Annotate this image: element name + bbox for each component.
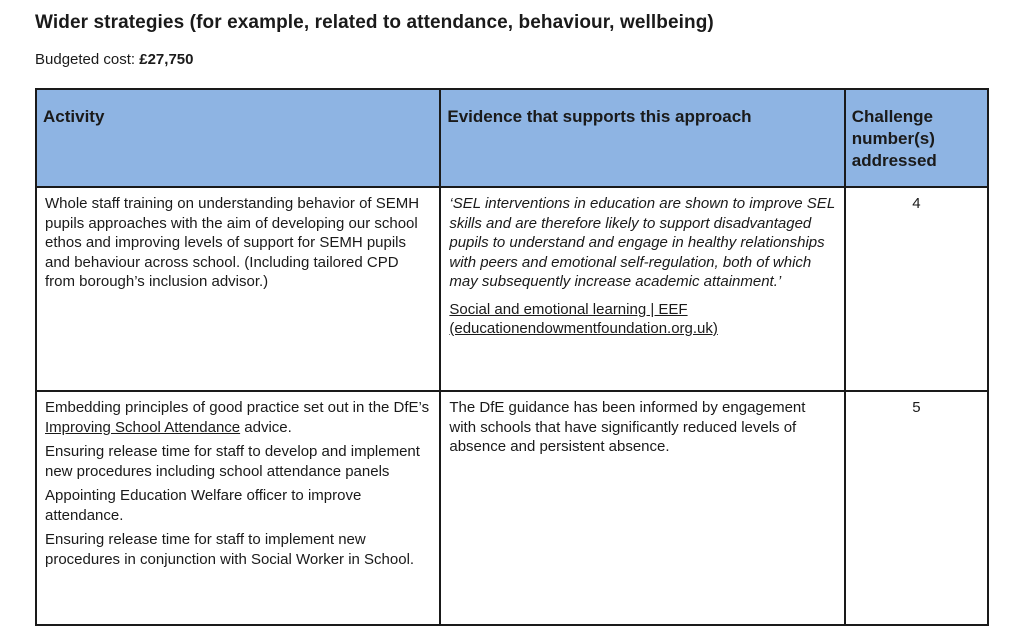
header-challenge: Challenge number(s) addressed bbox=[845, 89, 988, 187]
budget-label: Budgeted cost: bbox=[35, 51, 140, 68]
evidence-quote: ‘SEL interventions in education are shown to improve SEL skills and are therefore likely to support disadvantaged pupils to understand and engage in healthy relationships with peers and emotional self-regulation, both of which may subsequently increase academic attainment.’ bbox=[449, 195, 835, 290]
header-activity: Activity bbox=[36, 89, 440, 187]
section-heading: Wider strategies (for example, related to attendance, behaviour, wellbeing) bbox=[35, 12, 714, 33]
activity-text-pre: Embedding principles of good practice set out in the DfE’s bbox=[45, 399, 430, 416]
strategies-table bbox=[35, 88, 989, 626]
eef-link[interactable]: Social and emotional learning | EEF (educationendowmentfoundation.org.uk) bbox=[449, 300, 718, 337]
activity-text: Whole staff training on understanding behavior of SEMH pupils approaches with the aim of developing our school ethos and improving levels of support for SEMH pupils and behaviour across school. (Including tailored CPD from borough’s inclusion advisor.) bbox=[45, 195, 420, 290]
budget-value: £27,750 bbox=[139, 51, 194, 68]
evidence-cell bbox=[440, 391, 844, 625]
activity-text-post: advice. bbox=[240, 418, 292, 436]
table-row bbox=[36, 391, 988, 625]
activity-paragraph: Ensuring release time for staff to implement new procedures in conjunction with Social Worker in School. bbox=[45, 531, 415, 568]
table-row bbox=[36, 187, 988, 391]
budgeted-cost bbox=[35, 51, 193, 68]
activity-paragraph: Ensuring release time for staff to develop and implement new procedures including school attendance panels bbox=[45, 443, 420, 480]
header-evidence: Evidence that supports this approach bbox=[440, 89, 844, 187]
table-header-row bbox=[36, 89, 988, 187]
challenge-cell: 5 bbox=[845, 391, 988, 625]
evidence-text: The DfE guidance has been informed by engagement with schools that have significantly reduced levels of absence and persistent absence. bbox=[449, 399, 806, 455]
activity-cell bbox=[36, 391, 440, 625]
attendance-advice-link[interactable]: Improving School Attendance bbox=[45, 418, 241, 436]
activity-cell bbox=[36, 187, 440, 391]
activity-paragraph bbox=[45, 398, 431, 437]
activity-paragraph: Appointing Education Welfare officer to improve attendance. bbox=[45, 487, 362, 524]
evidence-cell bbox=[440, 187, 844, 391]
challenge-cell: 4 bbox=[845, 187, 988, 391]
